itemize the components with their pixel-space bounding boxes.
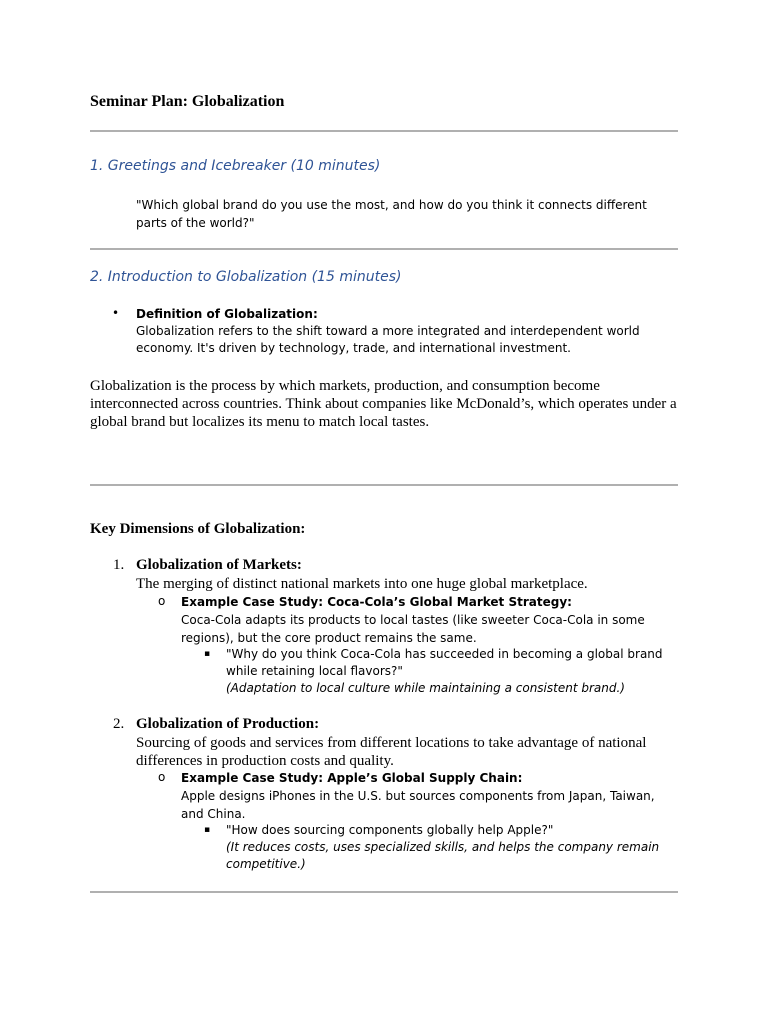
case-study-apple xyxy=(181,769,671,823)
answer-note: (It reduces costs, uses specialized skills, and helps the company remain competitive.) xyxy=(226,840,660,871)
divider xyxy=(90,130,678,132)
discussion-question-coca-cola xyxy=(226,646,676,697)
dimension-title-markets: Globalization of Markets: xyxy=(136,557,302,573)
page-title: Seminar Plan: Globalization xyxy=(90,93,285,110)
case-study-text: Apple designs iPhones in the U.S. but sources components from Japan, Taiwan, and China. xyxy=(181,789,655,821)
sub-bullet-marker: o xyxy=(158,594,166,608)
dimension-description-markets: The merging of distinct national markets into one huge global marketplace. xyxy=(136,576,588,592)
section-heading-greetings: 1. Greetings and Icebreaker (10 minutes) xyxy=(90,158,381,174)
sub-sub-bullet-marker: ▪ xyxy=(204,649,211,659)
definition-block xyxy=(136,306,676,357)
case-study-text: Coca-Cola adapts its products to local tastes (like sweeter Coca-Cola in some regions), but the core product remains the same. xyxy=(181,613,645,645)
dimension-description-production: Sourcing of goods and services from different locations to take advantage of national differences in production costs and quality. xyxy=(136,735,647,769)
bullet-marker: • xyxy=(112,306,120,320)
divider xyxy=(90,484,678,486)
list-number: 2. xyxy=(113,716,125,732)
dimensions-heading: Key Dimensions of Globalization: xyxy=(90,521,306,537)
case-study-coca-cola xyxy=(181,593,671,647)
definition-title: Definition of Globalization: xyxy=(136,307,318,321)
section-heading-introduction: 2. Introduction to Globalization (15 minutes) xyxy=(90,269,402,285)
case-study-title: Example Case Study: Apple’s Global Supply Chain: xyxy=(181,771,523,785)
dimension-title-production: Globalization of Production: xyxy=(136,716,320,732)
answer-note: (Adaptation to local culture while maintaining a consistent brand.) xyxy=(226,681,625,695)
discussion-question-apple xyxy=(226,822,676,873)
divider xyxy=(90,248,678,250)
list-number: 1. xyxy=(113,557,125,573)
icebreaker-question: "Which global brand do you use the most, and how do you think it connects different parts of the world?" xyxy=(136,198,647,230)
sub-bullet-marker: o xyxy=(158,770,166,784)
definition-text: Globalization refers to the shift toward a more integrated and interdependent world economy. It's driven by technology, trade, and international investment. xyxy=(136,324,640,355)
question-text: "How does sourcing components globally help Apple?" xyxy=(226,823,554,837)
question-text: "Why do you think Coca-Cola has succeeded in becoming a global brand while retaining local flavors?" xyxy=(226,647,663,678)
sub-sub-bullet-marker: ▪ xyxy=(204,825,211,835)
intro-paragraph: Globalization is the process by which markets, production, and consumption become interconnected across countries. Think about companies like McDonald’s, which operates under a global brand but localizes its menu to match local tastes. xyxy=(90,378,677,430)
case-study-title: Example Case Study: Coca-Cola’s Global Market Strategy: xyxy=(181,595,572,609)
divider xyxy=(90,891,678,893)
